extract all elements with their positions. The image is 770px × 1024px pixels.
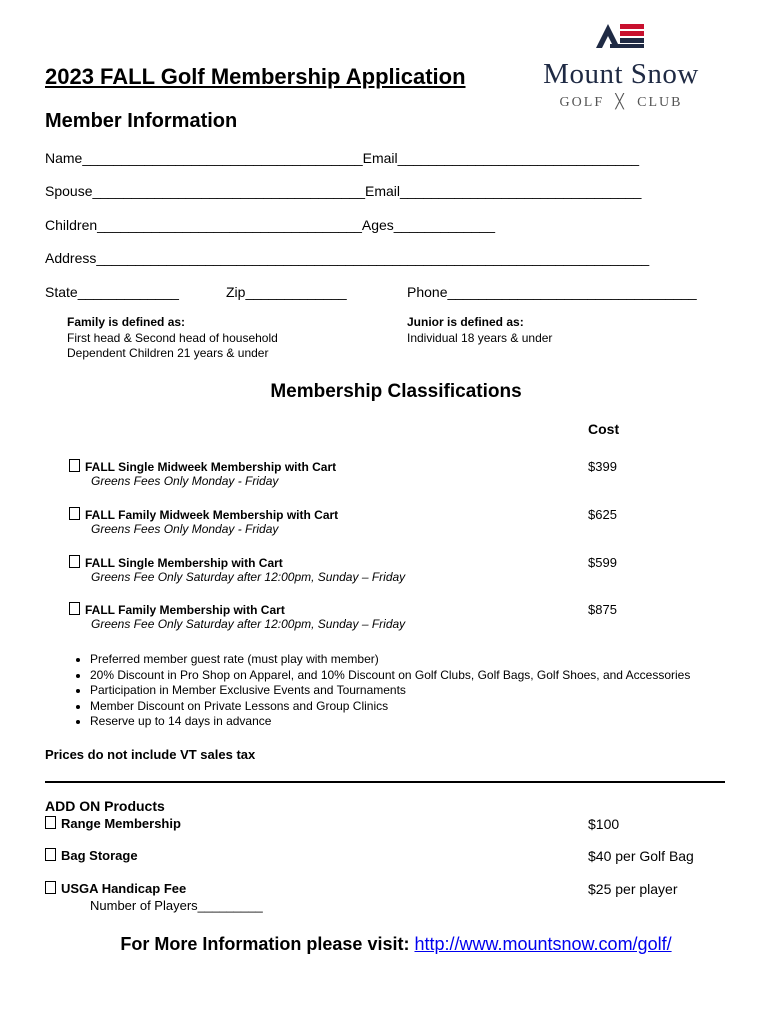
membership-option[interactable] [69,602,405,631]
membership-option[interactable] [69,459,336,488]
phone-field[interactable]: Phone________________________________ [407,284,697,300]
name-email-field[interactable]: Name____________________________________Email_______________________________ [45,150,640,166]
list-item: • Participation in Member Exclusive Events and Tournaments [90,683,690,699]
member-info-heading: Member Information [45,110,238,132]
membership-sub: Greens Fee Only Saturday after 12:00pm, Sunday – Friday [91,617,406,631]
list-item: • 20% Discount in Pro Shop on Apparel, and 10% Discount on Golf Clubs, Golf Bags, Golf Shoes, and Accessories [90,668,690,684]
membership-name: FALL Family Membership with Cart [85,603,285,617]
players-field[interactable]: Number of Players_________ [90,898,263,913]
logo-sub-right: CLUB [637,95,683,110]
cost-header: Cost [588,421,620,437]
page-title: 2023 FALL Golf Membership Application [45,64,466,89]
list-item: • Preferred member guest rate (must play with member) [90,652,690,668]
crossed-clubs-icon: ╳ [615,95,626,110]
mount-snow-logo [512,18,730,113]
logo-sub-left: GOLF [559,95,605,110]
zip-field[interactable]: Zip_____________ [226,284,347,300]
membership-sub: Greens Fee Only Saturday after 12:00pm, Sunday – Friday [91,570,406,584]
addon-name: Range Membership [61,816,181,831]
membership-name: FALL Single Midweek Membership with Cart [85,460,337,474]
checkbox[interactable] [69,507,80,520]
footer-info [0,934,770,955]
footer-label: For More Information please visit: [120,934,410,954]
junior-line: Individual 18 years & under [407,330,553,345]
addons-heading: ADD ON Products [45,798,165,814]
family-line: First head & Second head of household [67,330,278,345]
website-link[interactable]: http://www.mountsnow.com/golf/ [414,934,672,954]
benefits-list [44,652,690,730]
membership-price: $625 [588,507,617,522]
addon-option[interactable] [45,816,181,831]
checkbox[interactable] [69,555,80,568]
membership-option[interactable] [69,555,405,584]
membership-option[interactable] [69,507,338,536]
tax-note: Prices do not include VT sales tax [45,747,256,762]
addon-price: $100 [588,816,620,832]
addon-name: USGA Handicap Fee [61,881,187,896]
checkbox[interactable] [45,848,56,861]
spouse-email-field[interactable]: Spouse___________________________________Email_______________________________ [45,183,642,199]
membership-sub: Greens Fees Only Monday - Friday [91,474,279,488]
family-line: Dependent Children 21 years & under [67,346,269,360]
addon-price: $40 per Golf Bag [588,848,694,864]
logo-subtitle [512,94,730,111]
list-item: • Reserve up to 14 days in advance [90,714,690,730]
checkbox[interactable] [69,602,80,615]
membership-price: $599 [588,555,617,570]
family-definition [67,315,278,362]
classifications-heading: Membership Classifications [270,381,522,402]
address-field[interactable]: Address_______________________________________________________________________ [45,250,650,266]
membership-name: FALL Family Midweek Membership with Cart [85,508,339,522]
membership-price: $875 [588,602,617,617]
list-item: • Member Discount on Private Lessons and Group Clinics [90,699,690,715]
junior-definition [407,315,552,346]
addon-option[interactable] [45,881,186,896]
children-ages-field[interactable]: Children__________________________________Ages_____________ [45,217,495,233]
family-label: Family is defined as: [67,315,186,329]
junior-label: Junior is defined as: [407,315,524,329]
membership-name: FALL Single Membership with Cart [85,556,283,570]
addon-name: Bag Storage [61,848,138,863]
state-field[interactable]: State_____________ [45,284,179,300]
membership-price: $399 [588,459,617,474]
flag-mountain-icon [512,18,730,58]
checkbox[interactable] [69,459,80,472]
addon-price: $25 per player [588,881,678,897]
addon-option[interactable] [45,848,138,863]
logo-wordmark: Mount Snow [543,58,699,90]
checkbox[interactable] [45,816,56,829]
checkbox[interactable] [45,881,56,894]
membership-sub: Greens Fees Only Monday - Friday [91,522,279,536]
divider [45,781,725,783]
